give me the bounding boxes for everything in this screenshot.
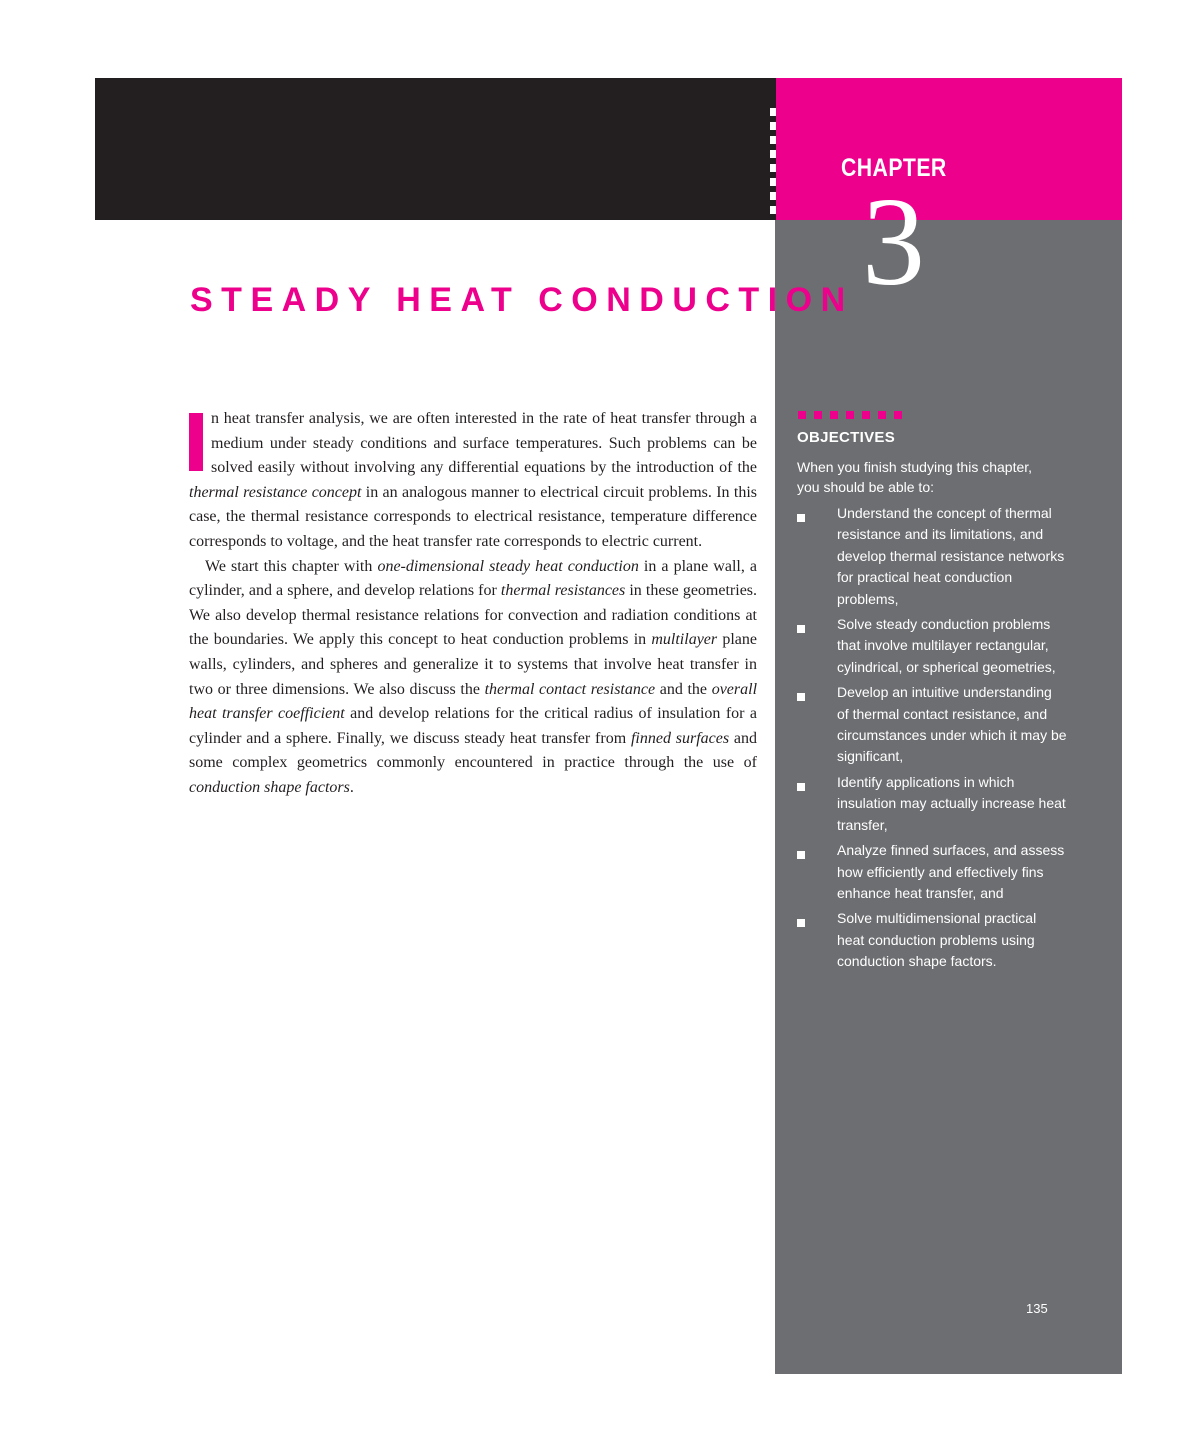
intro-p2-italic-term: thermal contact resistance — [484, 680, 656, 698]
objectives-heading: OBJECTIVES — [797, 429, 896, 446]
objective-item — [797, 614, 1067, 678]
objective-text: Identify applications in which insulation may actually increase heat transfer, — [837, 773, 1066, 833]
intro-p2-text-run: in a plane wall, a cylinder, and a sphere, and develop relations for — [189, 557, 758, 600]
chapter-label: CHAPTER — [841, 154, 947, 182]
intro-p1-text-run: n heat transfer analysis, we are often interested in the rate of heat transfer through a medium under steady conditions and surface temperatures. Such problems can be solved easily without involving any differential equations by the introduction of the — [211, 410, 757, 477]
square-bullet-icon — [797, 851, 805, 859]
objective-text: Develop an intuitive understanding of thermal contact resistance, and circumstances under which it may be significant, — [837, 684, 1067, 765]
page-number: 135 — [1026, 1301, 1048, 1316]
objectives-dots — [798, 411, 902, 419]
intro-p2-italic-term: conduction shape factors — [189, 778, 350, 796]
objective-item — [797, 772, 1067, 836]
intro-paragraph-1 — [189, 407, 757, 555]
intro-p2-italic-term: finned surfaces — [630, 729, 730, 747]
objective-item — [797, 840, 1067, 904]
objectives-intro: When you finish studying this chapter, you should be able to: — [797, 459, 1033, 495]
objective-item — [797, 503, 1067, 610]
header-black-bar — [95, 78, 776, 220]
objective-text: Understand the concept of thermal resistance and its limitations, and develop thermal resistance networks for practical heat conduction problems, — [837, 505, 1065, 607]
intro-p2-text-run: plane walls, cylinders, and spheres and generalize it to systems that involve heat transfer in two or three dimensions. We also discuss the — [189, 631, 757, 698]
objective-item — [797, 908, 1067, 972]
chapter-pink-block — [776, 78, 1122, 220]
objective-item — [797, 682, 1067, 768]
intro-p1-italic-term: thermal resistance concept — [189, 483, 362, 501]
objective-text: Solve steady conduction problems that involve multilayer rectangular, cylindrical, or spherical geometries, — [837, 616, 1056, 675]
square-bullet-icon — [797, 919, 805, 927]
intro-p2-italic-term: multilayer — [651, 631, 718, 649]
chapter-title: STEADY HEAT CONDUCTION — [190, 281, 854, 319]
intro-p2-text-run: in these geometries. We also develop thermal resistance relations for convection and radiation conditions at the boundaries. We apply this concept to heat conduction problems in — [189, 582, 758, 649]
intro-text — [189, 407, 757, 801]
chapter-number: 3 — [862, 173, 925, 312]
intro-p2-italic-term: overall heat transfer coefficient — [189, 680, 758, 723]
intro-p2-italic-term: thermal resistances — [500, 582, 626, 600]
square-bullet-icon — [797, 693, 805, 701]
intro-p2-text-run: We start this chapter with — [205, 557, 378, 575]
intro-p2-text-run: . — [349, 778, 354, 796]
intro-p2-italic-term: one-dimensional steady heat conduction — [377, 557, 639, 575]
intro-p2-text-run: and the — [655, 680, 712, 698]
intro-p2-text-run: and develop relations for the critical radius of insulation for a cylinder and a sphere. Finally, we discuss steady heat transfer from — [189, 705, 757, 747]
drop-cap-bar — [189, 413, 203, 471]
intro-p1-text-run: in an analogous manner to electrical circuit problems. In this case, the thermal resistance corresponds to electrical resistance, temperature difference corresponds to voltage, and the heat transfer rate corresponds to electric current. — [189, 483, 757, 550]
objectives-list — [797, 503, 1067, 977]
intro-paragraph-2 — [189, 555, 757, 801]
objective-text: Solve multidimensional practical heat conduction problems using conduction shape factors. — [837, 910, 1037, 970]
square-bullet-icon — [797, 514, 805, 522]
square-bullet-icon — [797, 783, 805, 791]
square-bullet-icon — [797, 625, 805, 633]
objective-text: Analyze finned surfaces, and assess how efficiently and effectively fins enhance heat transfer, and — [837, 842, 1065, 901]
intro-p2-text-run: and some complex geometrics commonly encountered in practice through the use of — [189, 729, 758, 772]
intro-paragraph-1-text — [189, 410, 757, 550]
